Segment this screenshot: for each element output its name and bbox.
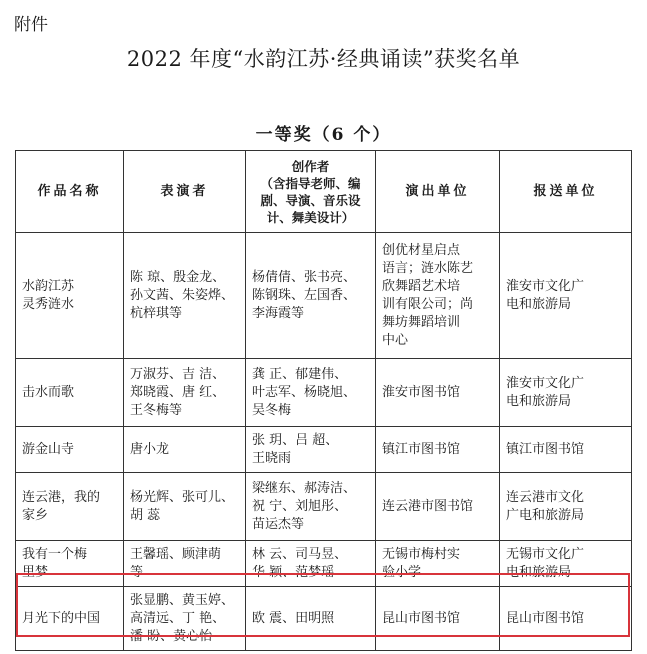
cell-performer: 唐小龙 [124,427,246,473]
header-performer: 表演者 [124,151,246,233]
header-creator-text: 创作者 （含指导老师、编剧、导演、音乐设计、舞美设计） [260,158,361,225]
cell-work: 游金山寺 [16,427,124,473]
cell-creator: 杨倩倩、张书亮、 陈钢珠、左国香、 李海霞等 [246,233,376,359]
cell-sender: 无锡市文化广 电和旅游局 [500,541,632,587]
cell-work: 击水而歌 [16,359,124,427]
cell-sender: 淮安市文化广 电和旅游局 [500,359,632,427]
document-title: 2022 年度“水韵江苏·经典诵读”获奖名单 [126,47,521,71]
header-unit: 演出单位 [376,151,500,233]
table-row [16,473,632,541]
cell-performer: 张显鹏、黄玉婷、 高清远、丁 艳、 潘 盼、黄心怡 [124,587,246,651]
awards-table [15,150,632,651]
cell-work: 我有一个梅 里梦 [16,541,124,587]
cell-creator: 梁继东、郝涛洁、 祝 宁、刘旭彤、 苗运杰等 [246,473,376,541]
cell-creator: 龚 正、郁建伟、 叶志军、杨晓旭、 吴冬梅 [246,359,376,427]
cell-unit: 镇江市图书馆 [376,427,500,473]
cell-unit: 连云港市图书馆 [376,473,500,541]
table-row [16,233,632,359]
award-category-title: 一等奖（6 个） [255,125,392,145]
cell-unit: 创优材星启点 语言；涟水陈艺 欣舞蹈艺术培 训有限公司；尚 舞坊舞蹈培训 中心 [376,233,500,359]
table-row [16,541,632,587]
cell-sender: 连云港市文化 广电和旅游局 [500,473,632,541]
header-work: 作品名称 [16,151,124,233]
cell-unit: 无锡市梅村实 验小学 [376,541,500,587]
cell-work: 连云港，我的 家乡 [16,473,124,541]
table-header-row [16,151,632,233]
cell-unit: 淮安市图书馆 [376,359,500,427]
cell-performer: 杨光辉、张可儿、 胡 蕊 [124,473,246,541]
cell-work: 月光下的中国 [16,587,124,651]
table-row [16,359,632,427]
cell-unit: 昆山市图书馆 [376,587,500,651]
cell-creator: 欧 震、田明照 [246,587,376,651]
table-row [16,427,632,473]
cell-sender: 昆山市图书馆 [500,587,632,651]
cell-work: 水韵江苏 灵秀涟水 [16,233,124,359]
header-sender: 报送单位 [500,151,632,233]
cell-performer: 王馨瑶、顾津萌 等 [124,541,246,587]
cell-creator: 林 云、司马昱、 华 颖、范梦瑶 [246,541,376,587]
cell-sender: 镇江市图书馆 [500,427,632,473]
table-row [16,587,632,651]
cell-performer: 陈 琼、殷金龙、 孙文茜、朱姿烨、 杭梓琪等 [124,233,246,359]
cell-performer: 万淑芬、吉 洁、 郑晓霞、唐 红、 王冬梅等 [124,359,246,427]
cell-sender: 淮安市文化广 电和旅游局 [500,233,632,359]
header-creator [246,151,376,233]
annex-label: 附件 [14,15,48,35]
cell-creator: 张 玥、吕 超、 王晓雨 [246,427,376,473]
